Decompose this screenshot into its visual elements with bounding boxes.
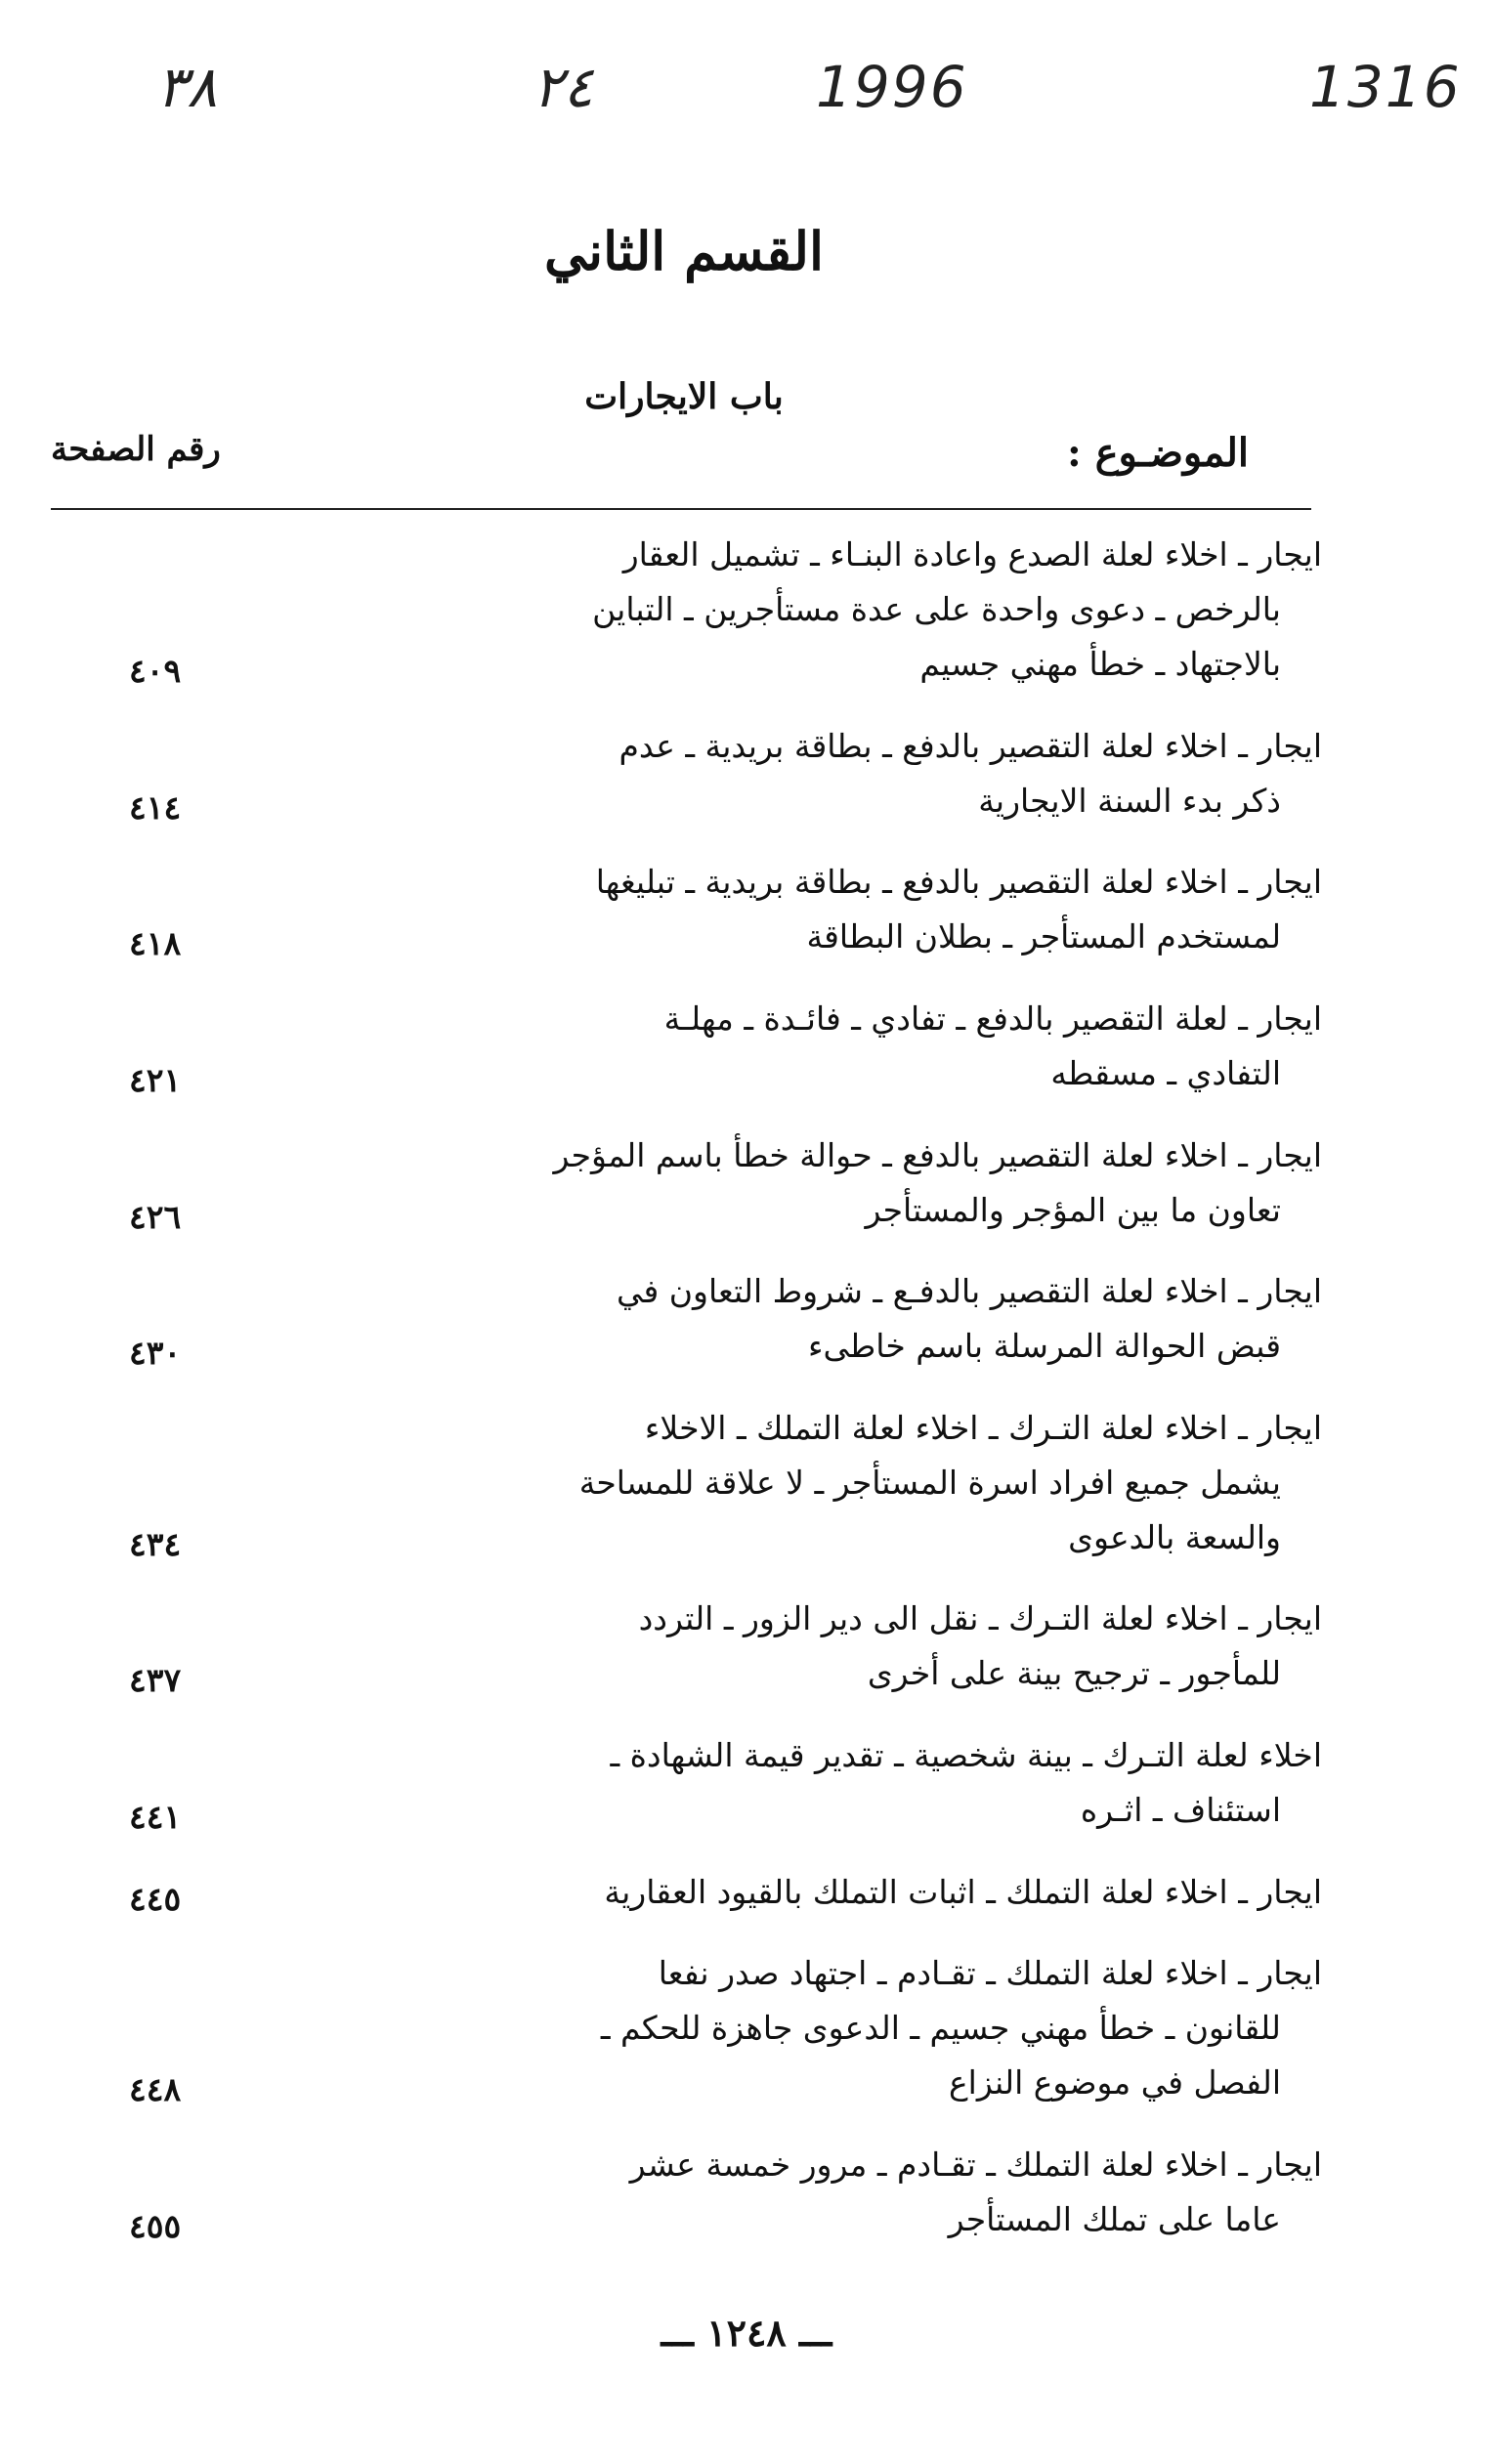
entry-line: ايجار ـ اخلاء لعلة التقصير بالدفـع ـ شروط التعاون في — [617, 1272, 1322, 1311]
entry-line: بالرخص ـ دعوى واحدة على عدة مستأجرين ـ التباين — [592, 590, 1281, 628]
entry-page-number: ٤١٤ — [129, 787, 182, 827]
entry-topic — [293, 855, 1322, 964]
chapter-subtitle: باب الايجارات — [584, 376, 784, 417]
toc-entry — [0, 1264, 1493, 1374]
entry-line: عاما على تملك المستأجر — [948, 2199, 1281, 2238]
entry-topic — [293, 1592, 1322, 1701]
toc-entry — [0, 1946, 1493, 2110]
entry-line: ايجار ـ لعلة التقصير بالدفع ـ تفادي ـ فائـدة ـ مهلـة — [663, 998, 1322, 1038]
entry-line: ايجار ـ اخلاء لعلة التملك ـ تقـادم ـ مرور خمسة عشر — [629, 2145, 1322, 2184]
entry-line: ايجار ـ اخلاء لعلة التـرك ـ اخلاء لعلة التملك ـ الاخلاء — [644, 1408, 1322, 1447]
entry-line: اخلاء لعلة التـرك ـ بينة شخصية ـ تقدير قيمة الشهادة ـ — [610, 1736, 1322, 1774]
toc-entry — [0, 1401, 1493, 1565]
entry-line: للمأجور ـ ترجيح بينة على أخرى — [867, 1654, 1281, 1693]
handwritten-note-2: ٢٤ — [533, 54, 594, 120]
entry-line: ايجار ـ اخلاء لعلة الصدع واعادة البنـاء ـ تشميل العقار — [622, 535, 1322, 574]
entry-page-number: ٤٥٥ — [129, 2206, 182, 2245]
topic-column-header: الموضـوع : — [1067, 430, 1249, 476]
toc-entry — [0, 855, 1493, 964]
handwritten-note-3: 1996 — [816, 54, 968, 120]
entry-line: لمستخدم المستأجر ـ بطلان البطاقة — [806, 917, 1281, 956]
entry-topic — [293, 1128, 1322, 1238]
entry-line: الفصل في موضوع النزاع — [948, 2063, 1281, 2103]
toc-entry — [0, 2138, 1493, 2247]
entry-topic — [293, 1865, 1322, 1920]
entry-page-number: ٤٣٠ — [129, 1334, 182, 1373]
entry-line: استئناف ـ اثـره — [1080, 1791, 1281, 1829]
toc-entries — [0, 528, 1493, 2247]
entry-line: التفادي ـ مسقطه — [1050, 1053, 1281, 1092]
handwritten-note-1: ٣٨ — [156, 54, 218, 120]
entry-page-number: ٤٤٥ — [129, 1879, 182, 1918]
entry-line: والسعة بالدعوى — [1068, 1517, 1281, 1556]
entry-line: ايجار ـ اخلاء لعلة التقصير بالدفع ـ بطاقة بريدية ـ تبليغها — [595, 863, 1322, 902]
section-title: القسم الثاني — [544, 220, 824, 282]
entry-page-number: ٤٣٤ — [129, 1524, 182, 1563]
toc-entry — [0, 992, 1493, 1101]
entry-page-number: ٤٢١ — [129, 1060, 182, 1099]
entry-topic — [293, 1264, 1322, 1374]
toc-entry — [0, 1865, 1493, 1920]
entry-line: للقانون ـ خطأ مهني جسيم ـ الدعوى جاهزة للحكم ـ — [600, 2009, 1281, 2048]
entry-line: تعاون ما بين المؤجر والمستأجر — [865, 1190, 1281, 1229]
entry-topic — [293, 719, 1322, 828]
toc-entry — [0, 1128, 1493, 1238]
handwritten-note-4: 1316 — [1309, 54, 1462, 120]
entry-page-number: ٤١٨ — [129, 924, 182, 963]
entry-page-number: ٤٠٩ — [129, 652, 182, 690]
entry-page-number: ٤٤٨ — [129, 2070, 182, 2109]
entry-topic — [293, 2138, 1322, 2247]
page-column-header: رقم الصفحة — [51, 430, 221, 469]
entry-line: ايجار ـ اخلاء لعلة التقصير بالدفع ـ حوالة خطأ باسم المؤجر — [553, 1135, 1322, 1174]
entry-line: ايجار ـ اخلاء لعلة التملك ـ تقـادم ـ اجتهاد صدر نفعا — [658, 1954, 1322, 1993]
toc-entry — [0, 719, 1493, 828]
toc-entry — [0, 1592, 1493, 1701]
entry-topic — [293, 1401, 1322, 1565]
entry-topic — [293, 528, 1322, 692]
entry-topic — [293, 992, 1322, 1101]
entry-page-number: ٤٤١ — [129, 1798, 182, 1836]
entry-line: ايجار ـ اخلاء لعلة التقصير بالدفع ـ بطاقة بريدية ـ عدم — [619, 726, 1322, 765]
header-divider — [51, 508, 1311, 510]
entry-line: بالاجتهاد ـ خطأ مهني جسيم — [919, 645, 1281, 683]
entry-line: يشمل جميع افراد اسرة المستأجر ـ لا علاقة للمساحة — [578, 1463, 1281, 1502]
entry-page-number: ٤٣٧ — [129, 1661, 182, 1700]
toc-entry — [0, 528, 1493, 692]
entry-line: قبض الحوالة المرسلة باسم خاطىء — [808, 1327, 1281, 1366]
toc-entry — [0, 1728, 1493, 1838]
entry-topic — [293, 1728, 1322, 1838]
entry-page-number: ٤٢٦ — [129, 1197, 182, 1236]
entry-line: ايجار ـ اخلاء لعلة التملك ـ اثبات التملك بالقيود العقارية — [604, 1872, 1322, 1911]
entry-line: ذكر بدء السنة الايجارية — [978, 781, 1281, 820]
entry-line: ايجار ـ اخلاء لعلة التـرك ـ نقل الى دير الزور ـ التردد — [638, 1599, 1322, 1638]
page-number: ـــ ١٢٤٨ ـــ — [661, 2311, 832, 2355]
entry-topic — [293, 1946, 1322, 2110]
